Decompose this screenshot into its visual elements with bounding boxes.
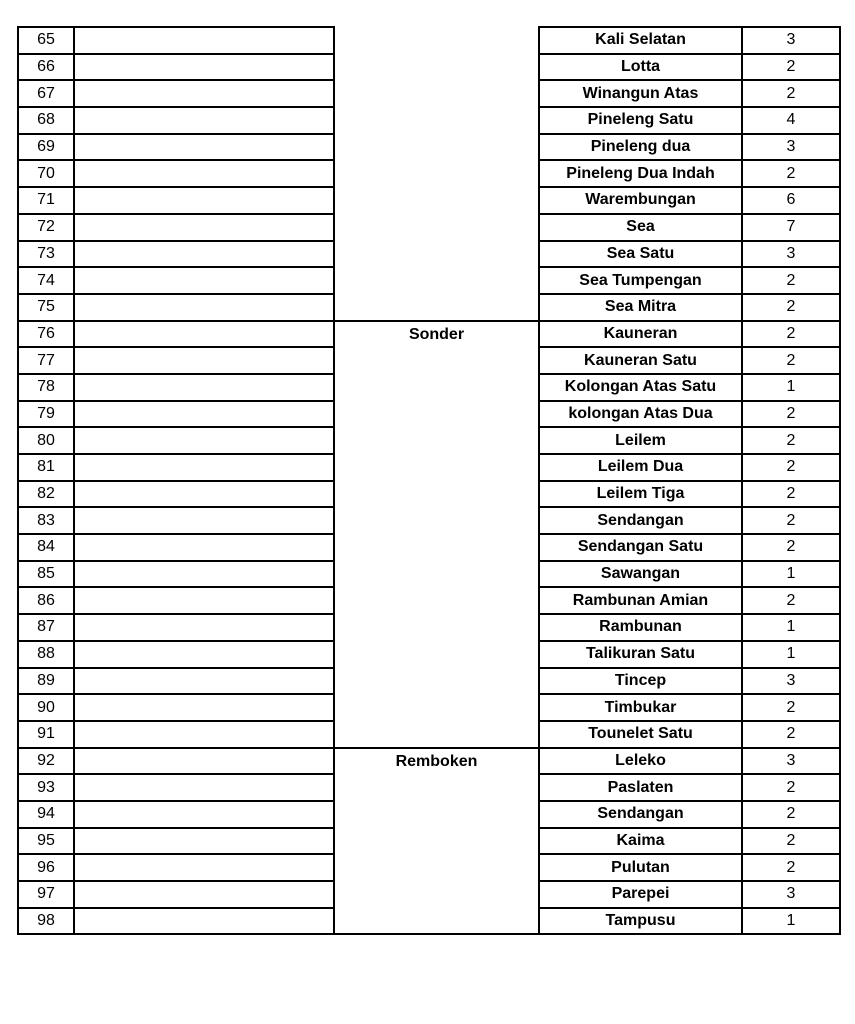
village-name-cell: Leilem: [539, 427, 742, 454]
village-name-cell: Pineleng Satu: [539, 107, 742, 134]
village-name-cell: Leilem Dua: [539, 454, 742, 481]
empty-cell: [74, 828, 334, 855]
village-name-cell: Pineleng Dua Indah: [539, 160, 742, 187]
row-number-cell: 85: [18, 561, 74, 588]
empty-cell: [74, 187, 334, 214]
village-name-cell: Rambunan: [539, 614, 742, 641]
count-cell: 2: [742, 427, 840, 454]
row-number-cell: 86: [18, 587, 74, 614]
empty-cell: [74, 748, 334, 775]
count-cell: 2: [742, 321, 840, 348]
empty-cell: [74, 561, 334, 588]
village-name-cell: Pulutan: [539, 854, 742, 881]
empty-cell: [74, 347, 334, 374]
empty-cell: [74, 427, 334, 454]
count-cell: 1: [742, 561, 840, 588]
count-cell: 2: [742, 294, 840, 321]
empty-cell: [74, 801, 334, 828]
village-name-cell: Sawangan: [539, 561, 742, 588]
count-cell: 3: [742, 27, 840, 54]
count-cell: 6: [742, 187, 840, 214]
village-name-cell: Kauneran Satu: [539, 347, 742, 374]
village-name-cell: Tampusu: [539, 908, 742, 935]
row-number-cell: 87: [18, 614, 74, 641]
count-cell: 2: [742, 54, 840, 81]
count-cell: 2: [742, 80, 840, 107]
row-number-cell: 76: [18, 321, 74, 348]
count-cell: 2: [742, 267, 840, 294]
count-cell: 2: [742, 347, 840, 374]
count-cell: 2: [742, 801, 840, 828]
row-number-cell: 79: [18, 401, 74, 428]
count-cell: 2: [742, 534, 840, 561]
village-name-cell: kolongan Atas Dua: [539, 401, 742, 428]
count-cell: 1: [742, 908, 840, 935]
empty-cell: [74, 107, 334, 134]
empty-cell: [74, 534, 334, 561]
count-cell: 2: [742, 454, 840, 481]
empty-cell: [74, 774, 334, 801]
table-body: [18, 27, 840, 934]
village-name-cell: Parepei: [539, 881, 742, 908]
village-table-container: [17, 26, 839, 1001]
row-number-cell: 72: [18, 214, 74, 241]
count-cell: 7: [742, 214, 840, 241]
village-table: [17, 26, 841, 935]
row-number-cell: 78: [18, 374, 74, 401]
count-cell: 3: [742, 668, 840, 695]
village-name-cell: Kali Selatan: [539, 27, 742, 54]
row-number-cell: 66: [18, 54, 74, 81]
village-name-cell: Tounelet Satu: [539, 721, 742, 748]
empty-cell: [74, 881, 334, 908]
count-cell: 2: [742, 774, 840, 801]
empty-cell: [74, 401, 334, 428]
row-number-cell: 69: [18, 134, 74, 161]
empty-cell: [74, 27, 334, 54]
empty-cell: [74, 854, 334, 881]
empty-cell: [74, 454, 334, 481]
count-cell: 1: [742, 374, 840, 401]
empty-cell: [74, 134, 334, 161]
table-row: [18, 321, 840, 348]
row-number-cell: 95: [18, 828, 74, 855]
count-cell: 2: [742, 160, 840, 187]
row-number-cell: 90: [18, 694, 74, 721]
count-cell: 2: [742, 828, 840, 855]
row-number-cell: 77: [18, 347, 74, 374]
empty-cell: [74, 507, 334, 534]
empty-cell: [74, 641, 334, 668]
empty-cell: [74, 908, 334, 935]
row-number-cell: 75: [18, 294, 74, 321]
count-cell: 2: [742, 587, 840, 614]
empty-cell: [74, 267, 334, 294]
count-cell: 2: [742, 507, 840, 534]
village-name-cell: Leilem Tiga: [539, 481, 742, 508]
count-cell: 3: [742, 748, 840, 775]
empty-cell: [74, 481, 334, 508]
count-cell: 2: [742, 401, 840, 428]
count-cell: 2: [742, 694, 840, 721]
row-number-cell: 68: [18, 107, 74, 134]
row-number-cell: 96: [18, 854, 74, 881]
row-number-cell: 80: [18, 427, 74, 454]
count-cell: 3: [742, 134, 840, 161]
row-number-cell: 65: [18, 27, 74, 54]
table-row: [18, 27, 840, 54]
count-cell: 3: [742, 241, 840, 268]
row-number-cell: 89: [18, 668, 74, 695]
village-name-cell: Paslaten: [539, 774, 742, 801]
village-name-cell: Winangun Atas: [539, 80, 742, 107]
row-number-cell: 67: [18, 80, 74, 107]
village-name-cell: Sendangan: [539, 801, 742, 828]
row-number-cell: 82: [18, 481, 74, 508]
empty-cell: [74, 321, 334, 348]
row-number-cell: 73: [18, 241, 74, 268]
village-name-cell: Sea Tumpengan: [539, 267, 742, 294]
empty-cell: [74, 54, 334, 81]
village-name-cell: Lotta: [539, 54, 742, 81]
empty-cell: [74, 214, 334, 241]
row-number-cell: 81: [18, 454, 74, 481]
village-name-cell: Timbukar: [539, 694, 742, 721]
village-name-cell: Sendangan Satu: [539, 534, 742, 561]
count-cell: 2: [742, 854, 840, 881]
empty-cell: [74, 80, 334, 107]
village-name-cell: Tincep: [539, 668, 742, 695]
row-number-cell: 91: [18, 721, 74, 748]
row-number-cell: 83: [18, 507, 74, 534]
village-name-cell: Kaima: [539, 828, 742, 855]
district-cell: Remboken: [334, 748, 539, 935]
empty-cell: [74, 587, 334, 614]
village-name-cell: Sea Satu: [539, 241, 742, 268]
count-cell: 1: [742, 614, 840, 641]
table-row: [18, 748, 840, 775]
row-number-cell: 88: [18, 641, 74, 668]
village-name-cell: Kolongan Atas Satu: [539, 374, 742, 401]
village-name-cell: Rambunan Amian: [539, 587, 742, 614]
empty-cell: [74, 294, 334, 321]
district-cell: Sonder: [334, 321, 539, 748]
empty-cell: [74, 721, 334, 748]
count-cell: 2: [742, 721, 840, 748]
count-cell: 2: [742, 481, 840, 508]
row-number-cell: 71: [18, 187, 74, 214]
empty-cell: [74, 241, 334, 268]
row-number-cell: 92: [18, 748, 74, 775]
empty-cell: [74, 160, 334, 187]
village-name-cell: Leleko: [539, 748, 742, 775]
count-cell: 3: [742, 881, 840, 908]
village-name-cell: Kauneran: [539, 321, 742, 348]
count-cell: 4: [742, 107, 840, 134]
empty-cell: [74, 668, 334, 695]
row-number-cell: 93: [18, 774, 74, 801]
village-name-cell: Talikuran Satu: [539, 641, 742, 668]
empty-cell: [74, 694, 334, 721]
village-name-cell: Pineleng dua: [539, 134, 742, 161]
row-number-cell: 74: [18, 267, 74, 294]
empty-cell: [74, 614, 334, 641]
row-number-cell: 94: [18, 801, 74, 828]
row-number-cell: 84: [18, 534, 74, 561]
row-number-cell: 97: [18, 881, 74, 908]
row-number-cell: 70: [18, 160, 74, 187]
village-name-cell: Warembungan: [539, 187, 742, 214]
village-name-cell: Sea Mitra: [539, 294, 742, 321]
row-number-cell: 98: [18, 908, 74, 935]
village-name-cell: Sea: [539, 214, 742, 241]
count-cell: 1: [742, 641, 840, 668]
district-cell: [334, 27, 539, 321]
empty-cell: [74, 374, 334, 401]
village-name-cell: Sendangan: [539, 507, 742, 534]
